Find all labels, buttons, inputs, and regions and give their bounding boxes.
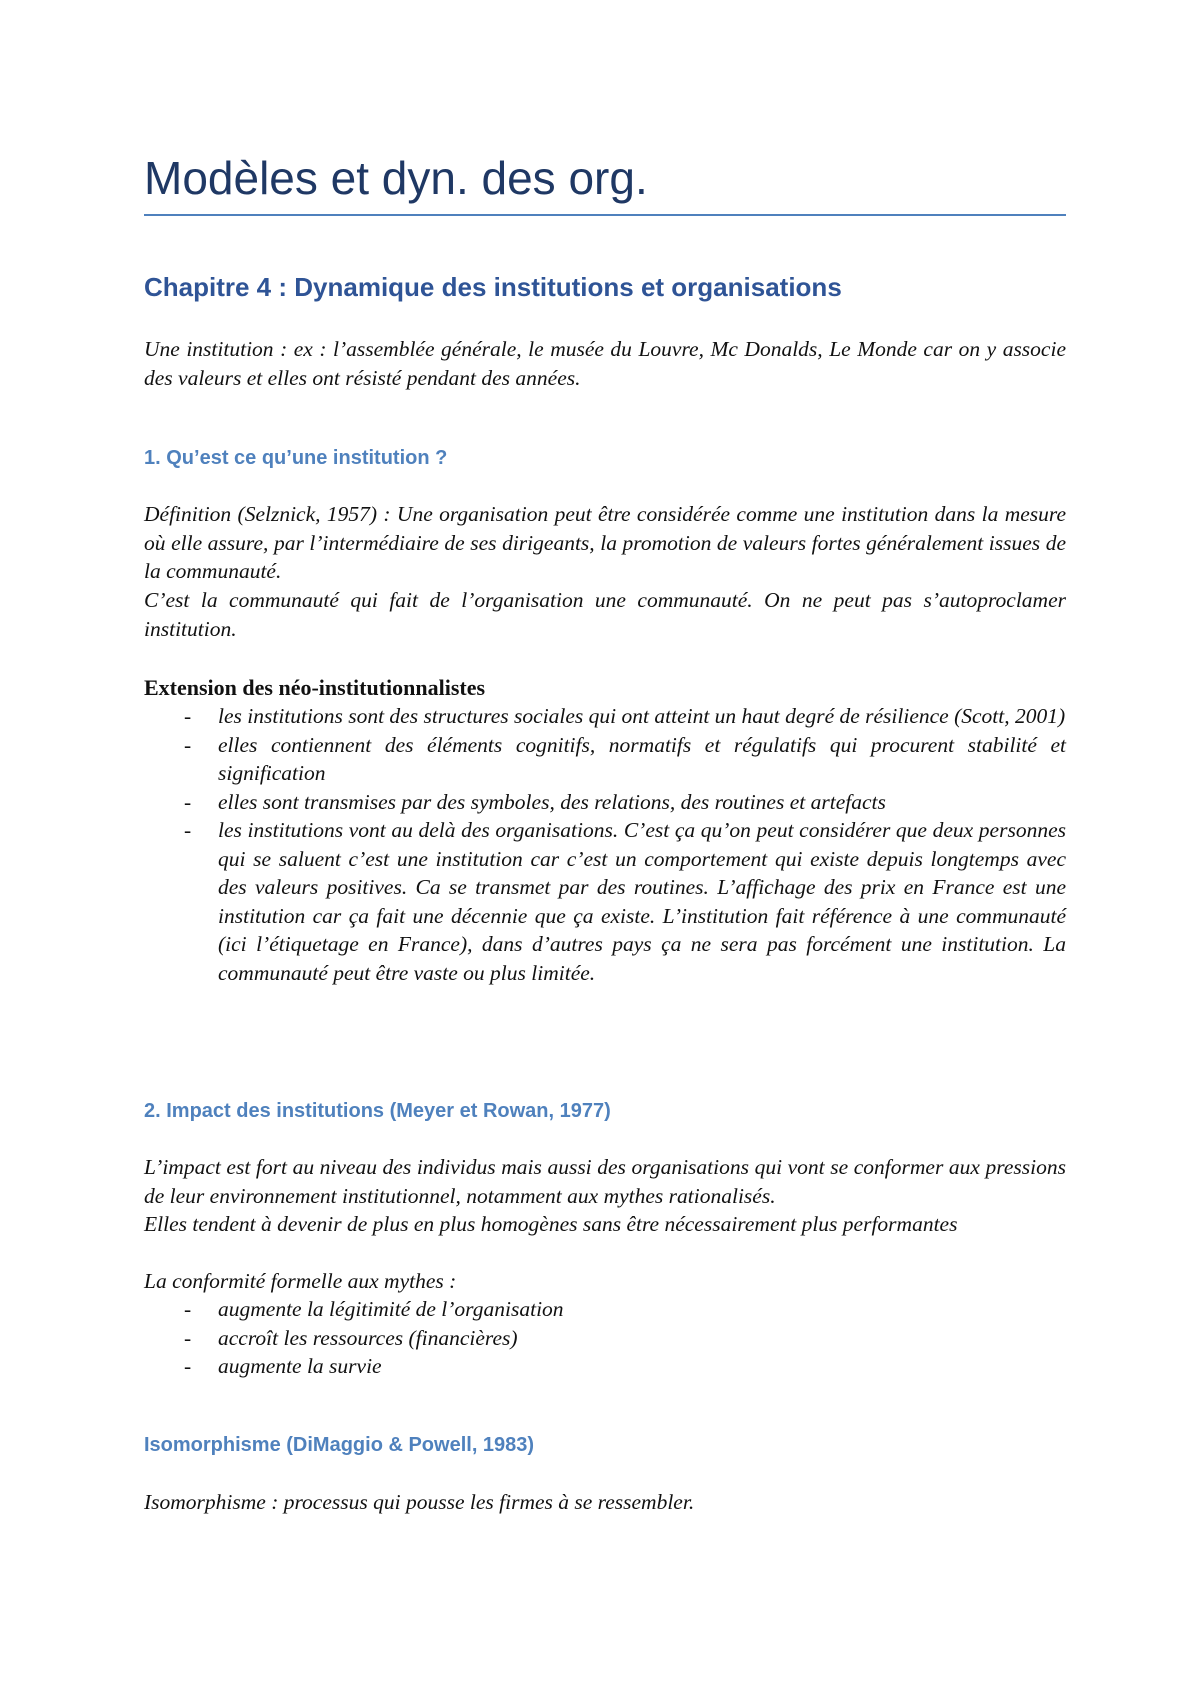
homogeneity-paragraph: Elles tendent à devenir de plus en plus homogènes sans être nécessairement plus performantes xyxy=(144,1212,958,1236)
list-item: - augmente la légitimité de l’organisation xyxy=(184,1297,564,1321)
list-item: - les institutions vont au delà des organisations. C’est ça qu’on peut considérer que deux personnes qui se saluent c’est une institution car c’est un comportement qui existe depuis longtemps avec des valeurs positives. Ca se transmet par des routines. L’affichage des prix en France est une institution car ça fait une décennie que ça existe. L’institution fait référence à une communauté (ici l’étiquetage en France), dans d’autres pays ça ne sera pas forcément une institution. La communauté peut être vaste ou plus limitée. xyxy=(184,818,1066,985)
section-2-heading: 2. Impact des institutions (Meyer et Rowan, 1977) xyxy=(144,1100,611,1122)
title-underline xyxy=(144,214,1066,216)
intro-paragraph: Une institution : ex : l’assemblée générale, le musée du Louvre, Mc Donalds, Le Monde car on y associe des valeurs et elles ont résisté pendant des années. xyxy=(144,337,1066,390)
community-paragraph: C’est la communauté qui fait de l’organisation une communauté. On ne peut pas s’autoproclamer institution. xyxy=(144,588,1066,641)
isomorphism-paragraph: Isomorphisme : processus qui pousse les firmes à se ressembler. xyxy=(144,1490,695,1514)
section-1-heading: 1. Qu’est ce qu’une institution ? xyxy=(144,447,448,469)
list-item: - accroît les ressources (financières) xyxy=(184,1325,518,1350)
impact-paragraph: L’impact est fort au niveau des individus mais aussi des organisations qui vont se conformer aux pressions de leur environnement institutionnel, notamment aux mythes rationalisés. xyxy=(144,1155,1066,1208)
chapter-heading: Chapitre 4 : Dynamique des institutions et organisations xyxy=(144,272,842,302)
conformity-paragraph: La conformité formelle aux mythes : xyxy=(144,1269,457,1293)
list-item: - elles contiennent des éléments cognitifs, normatifs et régulatifs qui procurent stabilité et signification xyxy=(184,732,1066,785)
extension-heading: Extension des néo-institutionnalistes xyxy=(144,675,486,700)
extension-list xyxy=(144,702,1066,987)
list-item: - augmente la survie xyxy=(184,1354,382,1378)
definition-paragraph: Définition (Selznick, 1957) : Une organisation peut être considérée comme une institution dans la mesure où elle assure, par l’intermédiaire de ses dirigeants, la promotion de valeurs fortes généralement issues de la communauté. xyxy=(144,502,1066,583)
list-item: - les institutions sont des structures sociales qui ont atteint un haut degré de résilience (Scott, 2001) xyxy=(184,704,1066,728)
section-3-heading: Isomorphisme (DiMaggio & Powell, 1983) xyxy=(144,1434,535,1456)
conformity-list xyxy=(144,1295,1066,1381)
document-title: Modèles et dyn. des org. xyxy=(144,152,648,204)
list-item: - elles sont transmises par des symboles, des relations, des routines et artefacts xyxy=(184,789,886,814)
